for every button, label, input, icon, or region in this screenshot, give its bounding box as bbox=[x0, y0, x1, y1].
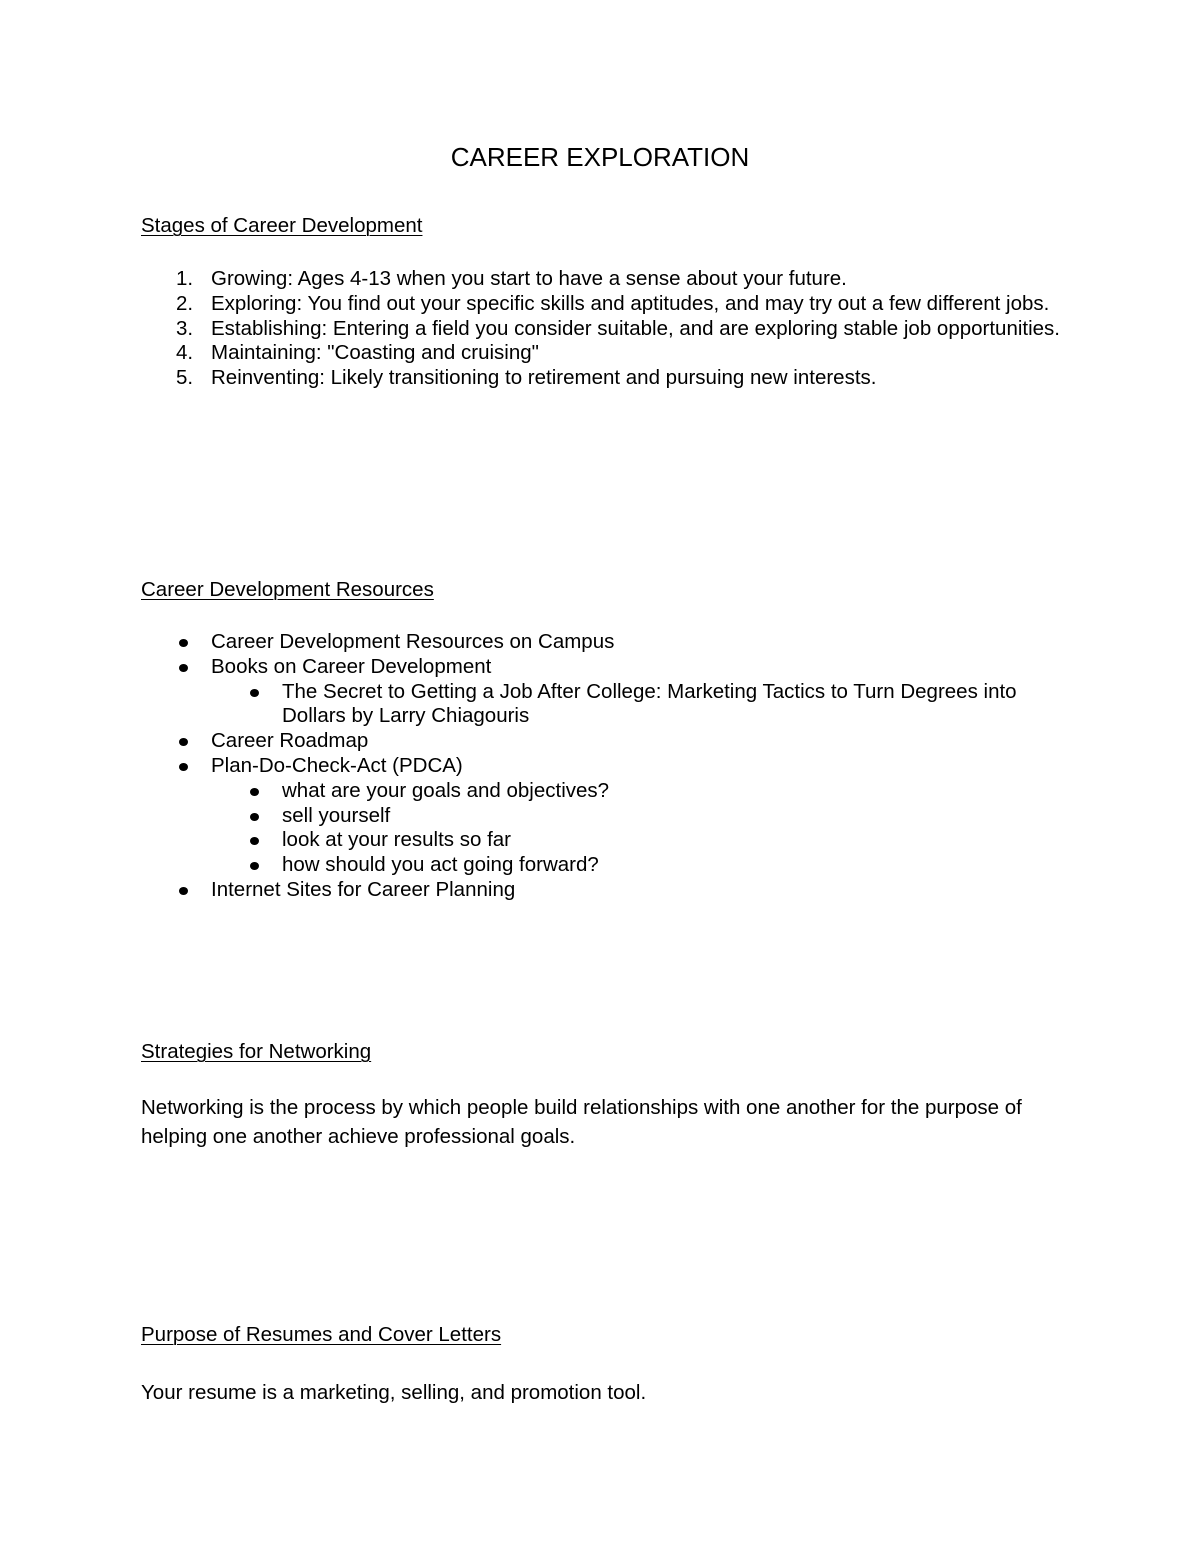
list-item-text: Maintaining: "Coasting and cruising" bbox=[211, 341, 539, 365]
section-heading-networking: Strategies for Networking bbox=[141, 1040, 372, 1063]
list-item-text: Plan-Do-Check-Act (PDCA) bbox=[211, 753, 463, 777]
list-item-text: Reinventing: Likely transitioning to retirement and pursuing new interests. bbox=[211, 366, 877, 390]
bullet-icon bbox=[250, 689, 259, 697]
list-item-text: Growing: Ages 4-13 when you start to have a sense about your future. bbox=[211, 267, 847, 290]
bullet-icon bbox=[250, 862, 259, 870]
list-item-text: Exploring: You find out your specific skills and aptitudes, and may try out a few different jobs. bbox=[211, 291, 1050, 315]
list-item bbox=[141, 729, 1081, 754]
bullet-icon bbox=[250, 837, 259, 845]
resources-list bbox=[141, 630, 1081, 903]
list-item-text: Career Roadmap bbox=[211, 729, 369, 753]
list-item bbox=[141, 680, 1081, 730]
list-item-text: Establishing: Entering a field you consider suitable, and are exploring stable job opportunities. bbox=[211, 316, 1060, 340]
bullet-icon bbox=[250, 788, 259, 796]
list-item bbox=[141, 878, 1081, 903]
list-item bbox=[141, 804, 1081, 829]
list-item bbox=[141, 779, 1081, 804]
networking-paragraph: Networking is the process by which people build relationships with one another for the purpose of helping one another achieve professional goals. bbox=[141, 1096, 1022, 1148]
resumes-paragraph: Your resume is a marketing, selling, and promotion tool. bbox=[141, 1381, 647, 1404]
list-item bbox=[141, 655, 1081, 680]
list-item-text: look at your results so far bbox=[282, 828, 512, 852]
bullet-icon bbox=[250, 813, 259, 821]
list-item bbox=[141, 853, 1081, 878]
section-heading-resources: Career Development Resources bbox=[141, 578, 434, 601]
bullet-icon bbox=[179, 887, 188, 895]
list-item-text: Books on Career Development bbox=[211, 654, 492, 678]
list-item bbox=[141, 754, 1081, 779]
list-number: 4. bbox=[176, 341, 194, 365]
list-item bbox=[141, 630, 1081, 655]
bullet-icon bbox=[179, 738, 188, 746]
list-number: 2. bbox=[176, 291, 194, 315]
list-item bbox=[141, 267, 1081, 292]
list-number: 3. bbox=[176, 316, 194, 340]
list-item bbox=[141, 341, 1081, 366]
bullet-icon bbox=[179, 763, 188, 771]
list-item-text: The Secret to Getting a Job After College: Marketing Tactics to Turn Degrees into Dollars by Larry Chiagouris bbox=[282, 679, 1017, 728]
section-heading-resumes: Purpose of Resumes and Cover Letters bbox=[141, 1323, 502, 1346]
bullet-icon bbox=[179, 639, 188, 647]
stages-list bbox=[141, 267, 1081, 391]
list-item-text: sell yourself bbox=[282, 803, 391, 827]
list-item bbox=[141, 828, 1081, 853]
bullet-icon bbox=[179, 664, 188, 672]
list-item bbox=[141, 366, 1081, 391]
page-title: CAREER EXPLORATION bbox=[450, 142, 750, 172]
list-item-text: what are your goals and objectives? bbox=[282, 778, 610, 802]
list-number: 5. bbox=[176, 366, 194, 390]
list-item-text: Internet Sites for Career Planning bbox=[211, 877, 516, 901]
list-item-text: Career Development Resources on Campus bbox=[211, 630, 615, 653]
list-item-text: how should you act going forward? bbox=[282, 853, 599, 877]
list-item bbox=[141, 317, 1081, 342]
list-number: 1. bbox=[176, 267, 194, 290]
list-item bbox=[141, 292, 1081, 317]
section-heading-stages: Stages of Career Development bbox=[141, 214, 423, 237]
